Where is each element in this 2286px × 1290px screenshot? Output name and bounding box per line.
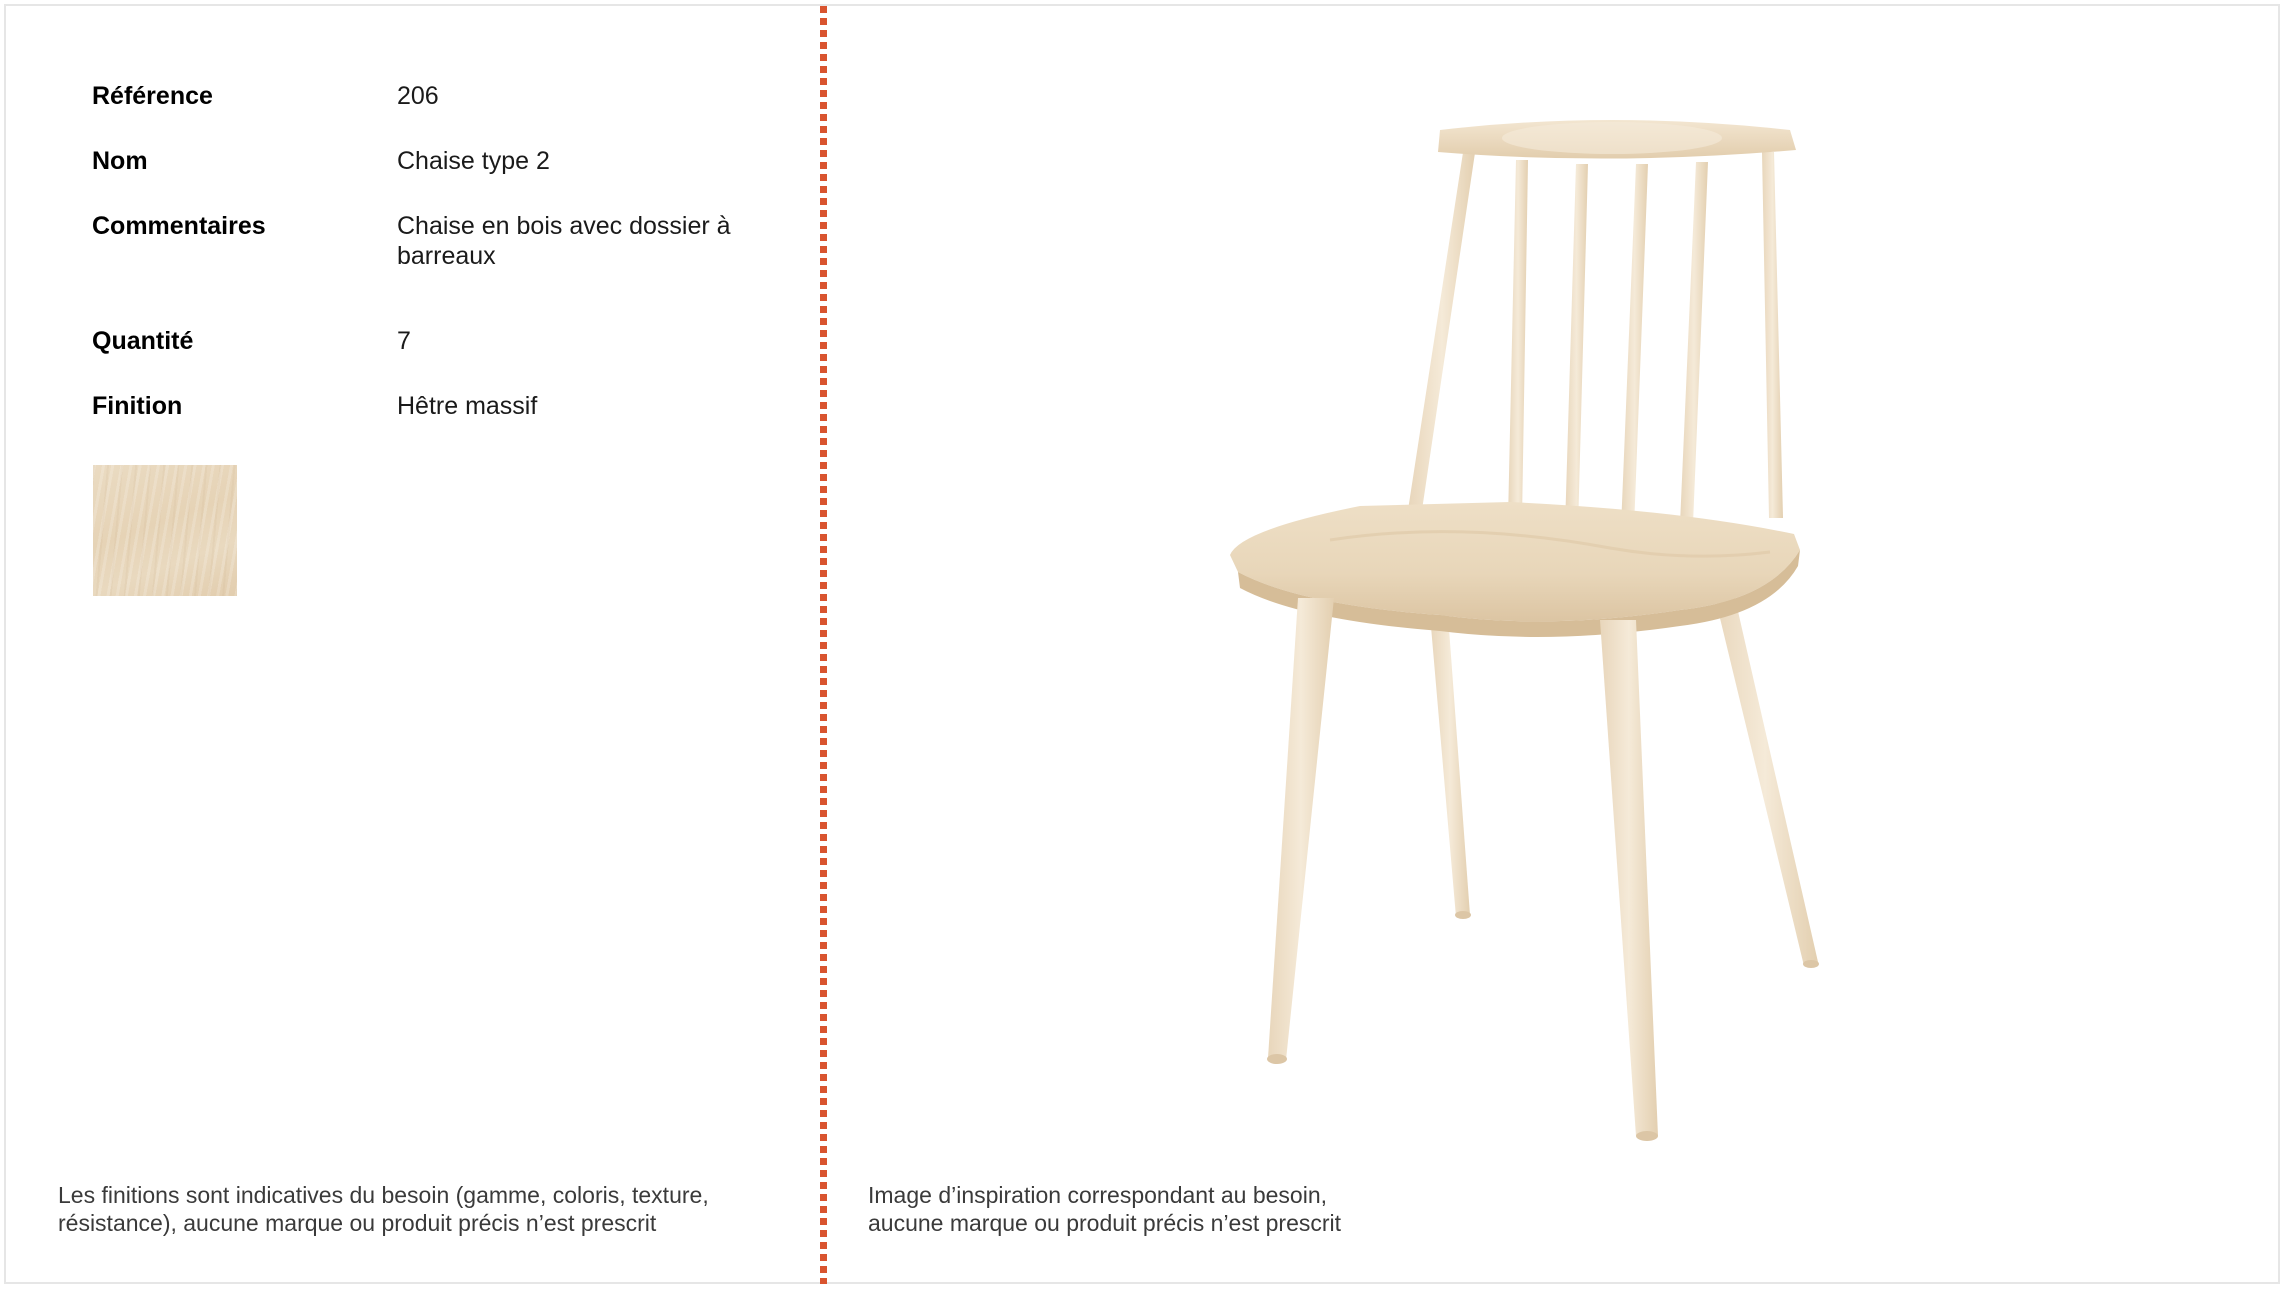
spec-value-finish: Hêtre massif bbox=[397, 392, 538, 420]
chair-image bbox=[1210, 100, 1830, 1160]
finish-disclaimer-line2: résistance), aucune marque ou produit précis n’est prescrit bbox=[58, 1210, 657, 1236]
finish-swatch bbox=[93, 465, 237, 596]
image-disclaimer-line2: aucune marque ou produit précis n’est prescrit bbox=[868, 1210, 1342, 1236]
chair-top-rail bbox=[1438, 120, 1796, 159]
spec-label-finish: Finition bbox=[92, 392, 183, 420]
page-frame bbox=[4, 4, 2280, 1284]
spec-label-comments: Commentaires bbox=[92, 212, 266, 240]
finish-disclaimer-line1: Les finitions sont indicatives du besoin (gamme, coloris, texture, bbox=[58, 1182, 709, 1208]
spec-label-name: Nom bbox=[92, 147, 148, 175]
spec-label-reference: Référence bbox=[92, 82, 213, 110]
spec-label-quantity: Quantité bbox=[92, 327, 194, 355]
spec-value-name: Chaise type 2 bbox=[397, 147, 550, 175]
image-disclaimer-line1: Image d’inspiration correspondant au besoin, bbox=[868, 1182, 1328, 1208]
spec-value-reference: 206 bbox=[397, 82, 439, 110]
finish-disclaimer bbox=[58, 1181, 778, 1237]
chair-spindles bbox=[1408, 146, 1783, 528]
spec-value-quantity: 7 bbox=[397, 327, 411, 355]
dotted-divider bbox=[820, 6, 827, 1284]
spec-value-comments: Chaise en bois avec dossier à barreaux bbox=[397, 212, 731, 270]
image-disclaimer bbox=[868, 1181, 1588, 1237]
